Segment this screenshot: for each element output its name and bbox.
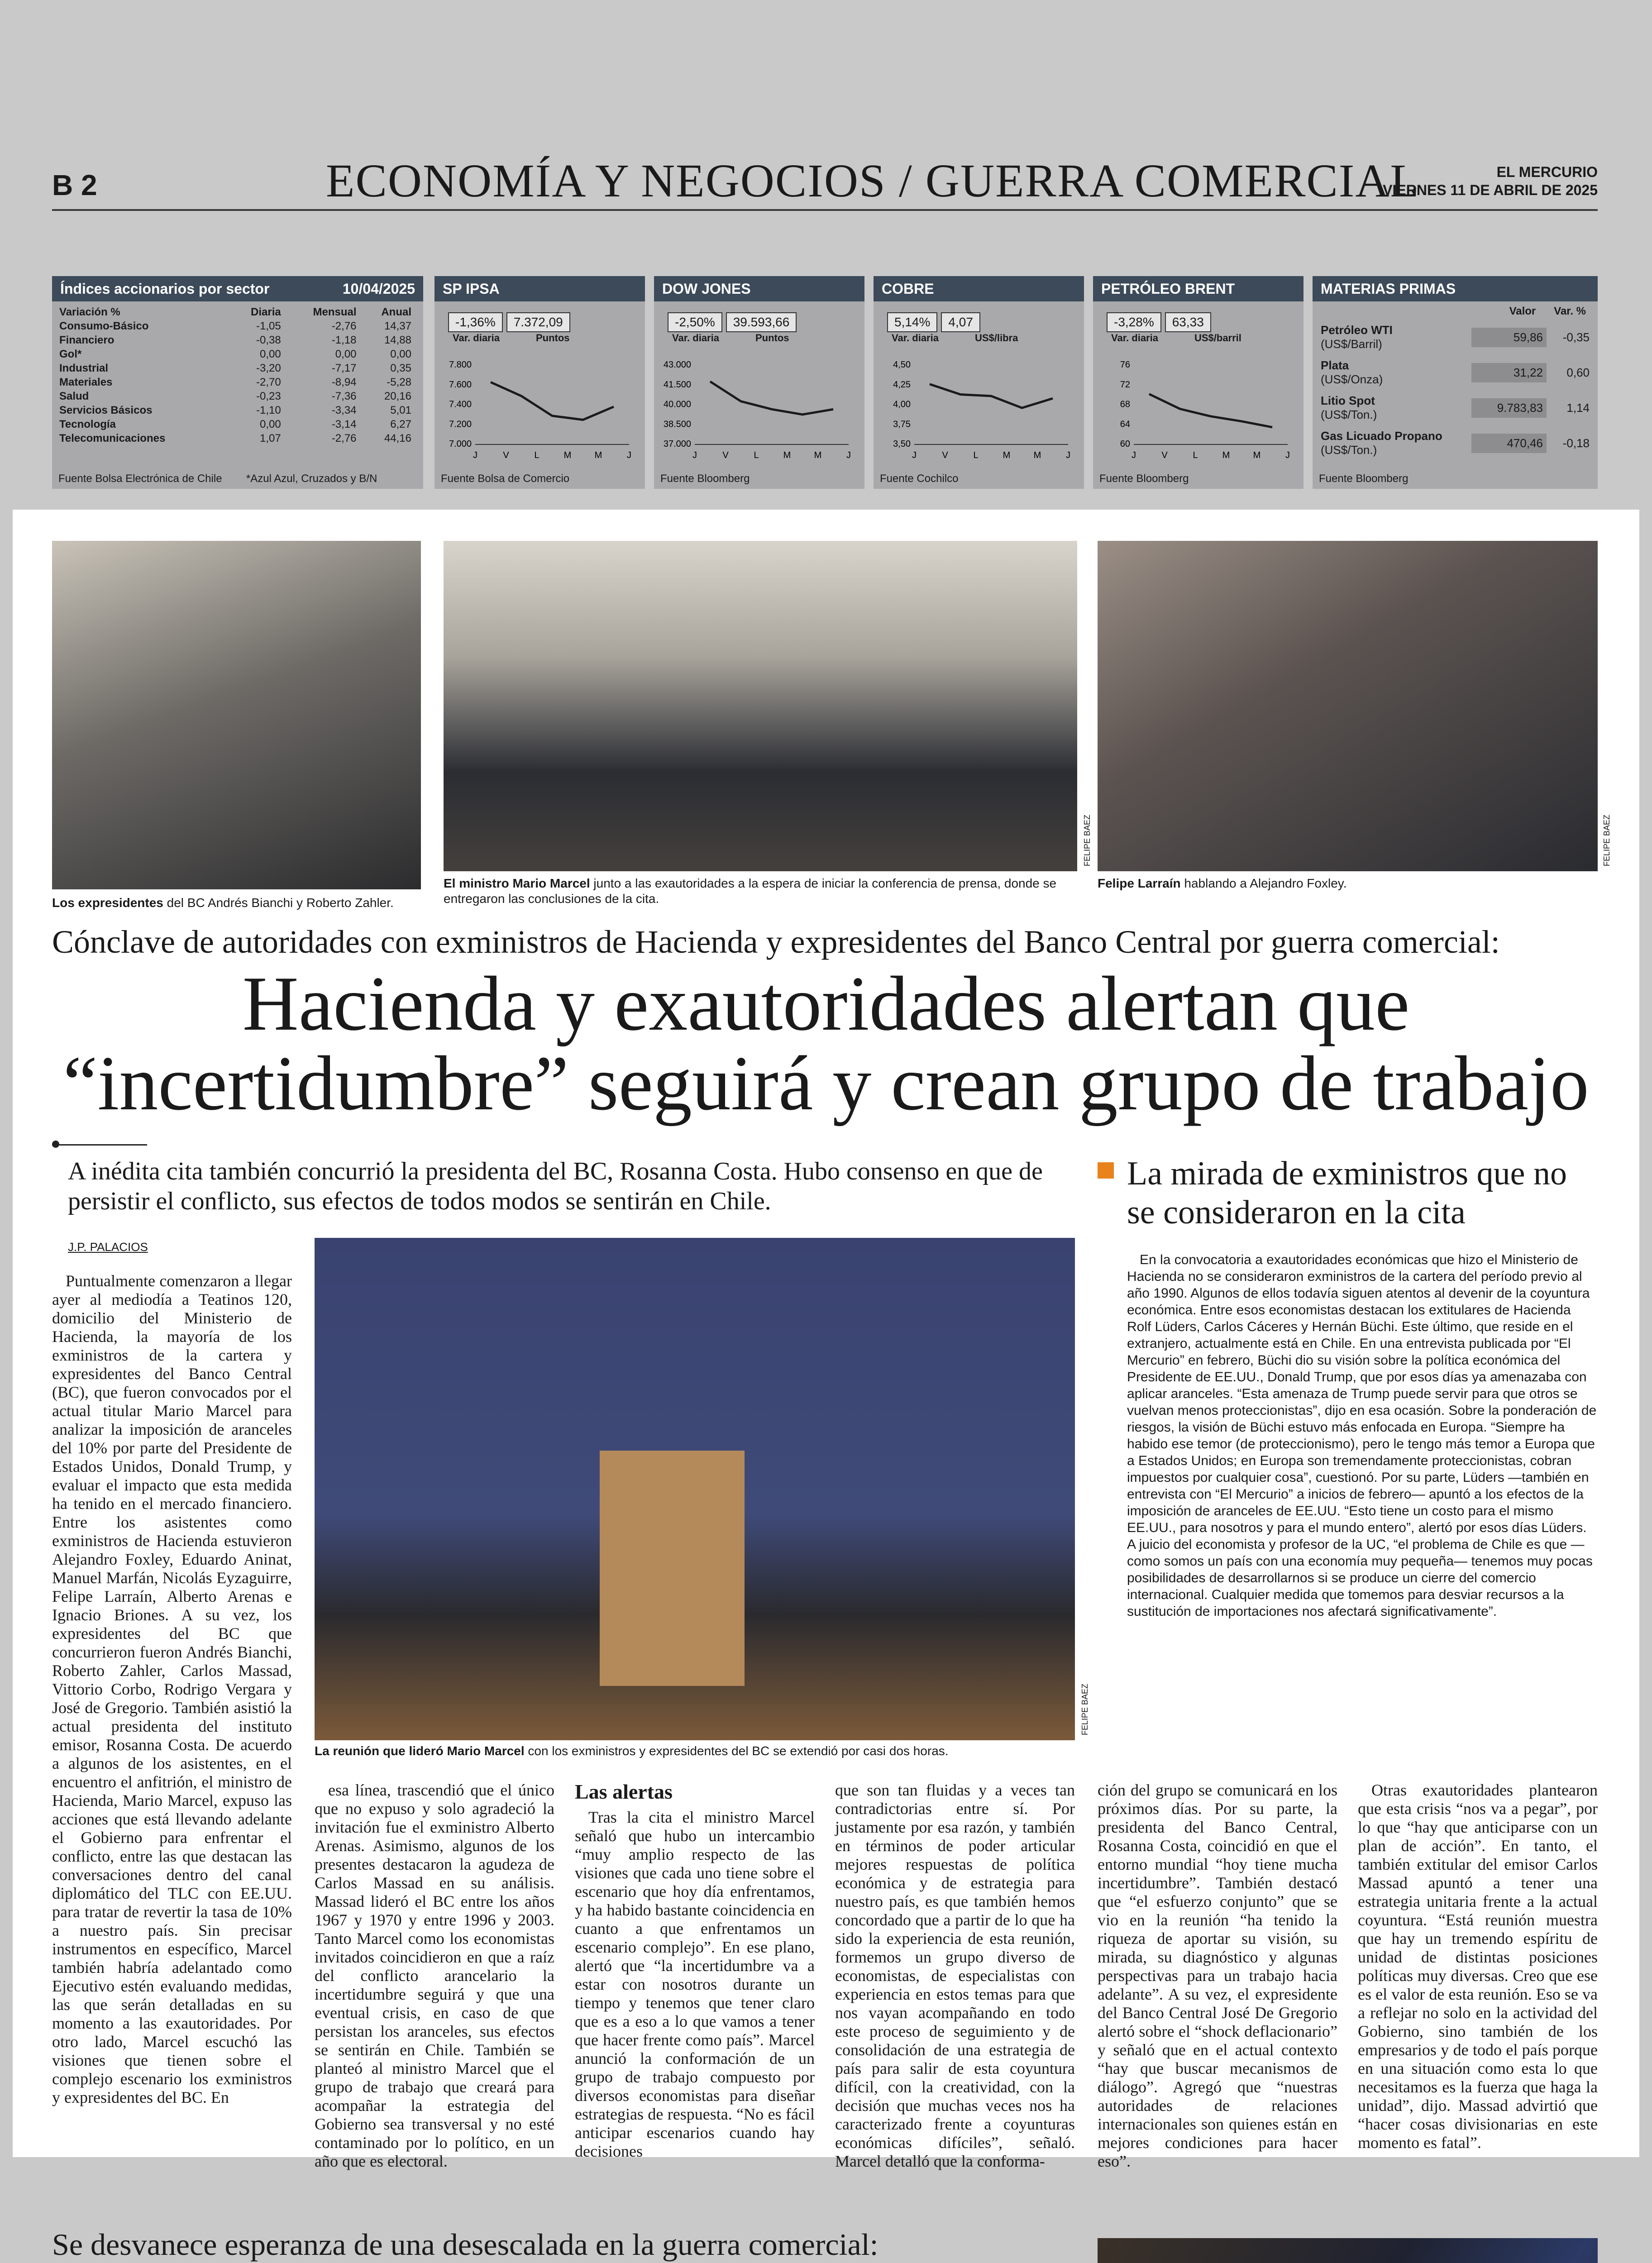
y-tick-label: 7.600 [449, 379, 472, 390]
commodity-row [1321, 355, 1590, 390]
y-tick-label: 68 [1120, 399, 1130, 410]
cell: 14,37 [384, 320, 411, 332]
table-row [57, 361, 414, 375]
column-text [575, 1808, 815, 2160]
copper-chart [883, 360, 1077, 462]
series-line [930, 384, 1053, 408]
price-value: 4,07 [941, 312, 980, 332]
x-tick-label: J [912, 450, 917, 460]
commodity-name: Litio Spot [1321, 394, 1375, 407]
table-row [57, 375, 414, 389]
cell: -3,34 [331, 404, 357, 416]
paragraph: ción del grupo se comunicará en los próximos días. Por su parte, la presidenta del Banco Central, Rosanna Costa, coincidió en que el entorno mundial “hoy tiene mucha incertidumbre”. También destacó que “el esfuerzo conjunto” que se vio en la reunión “ha tenido la riqueza de aportar su visión, su mirada, su diagnóstico y algunas perspectivas para un trabajo hacia adelante”. A su vez, el expresidente del Banco Central José De Gregorio alertó sobre el “shock deflacionario” y señaló que en el actual contexto “hay que buscar mecanismos de diálogo”. Agregó que “nuestras autoridades de relaciones internacionales son quienes están en mejores condiciones para hacer eso”. [1098, 1781, 1337, 2170]
story-column-1 [52, 1272, 292, 2106]
commodities-widget [1313, 276, 1598, 489]
series-line [491, 382, 614, 420]
cell: 0,00 [260, 348, 281, 360]
widget-source: Fuente Bloomberg [1099, 473, 1189, 485]
ipsa-chart [444, 360, 638, 462]
cell: -8,94 [331, 376, 357, 388]
story-column-5 [1098, 1781, 1337, 2170]
headline-line: “incertidumbre” seguirá y crean grupo de trabajo [63, 1041, 1589, 1127]
x-tick-label: J [627, 450, 631, 460]
source-text: Fuente Bolsa Electrónica de Chile [58, 473, 222, 485]
sector-name: Industrial [59, 362, 109, 374]
column-header: Var. % [1554, 305, 1586, 317]
x-tick-label: J [1066, 450, 1070, 460]
paragraph: que son tan fluidas y a veces tan contradictorias entre sí. Por justamente por esa razón, y también en términos de poder articular mejores respuestas de política económica y de estrategia para nuestro país, es que también hemos concordado que a partir de lo que ha sido la experiencia de esta reunión, formemos un grupo diverso de economistas, de especialistas con experiencia en estos temas para que nos vayan acompañando en todo este proceso de seguimiento y de consolidación de una estrategia de país para salir de esta coyuntura difícil, con la creatividad, con la decisión que muchas veces nos ha caracterizado frente a coyunturas económicas difíciles”, señaló. Marcel detalló que la conforma- [835, 1781, 1075, 2170]
commodity-unit: (US$/Barril) [1321, 337, 1382, 351]
x-tick-label: L [1193, 450, 1198, 460]
cell: 6,27 [390, 418, 411, 430]
cell: -2,76 [331, 432, 357, 444]
y-tick-label: 40.000 [663, 399, 691, 410]
y-tick-label: 3,75 [893, 419, 911, 430]
photo-meeting [315, 1238, 1075, 1740]
photo-caption [444, 876, 1077, 907]
subhead-alertas: Las alertas [575, 1780, 673, 1803]
column-header: Variación % [59, 306, 120, 318]
widget-source [58, 473, 377, 485]
cell: 5,01 [390, 404, 411, 416]
commodity-name: Plata [1321, 358, 1349, 372]
cell: -1,05 [256, 320, 281, 332]
column-header: Mensual [313, 306, 357, 318]
table-row [57, 431, 414, 445]
cell: 44,16 [384, 432, 411, 444]
commodity-change: -0,18 [1562, 436, 1590, 450]
caption-text: del BC Andrés Bianchi y Roberto Zahler. [163, 896, 394, 910]
story-kicker: Cónclave de autoridades con exministros de Hacienda y expresidentes del Banco Central por guerra comercial: [52, 924, 1500, 960]
story-column-4 [835, 1781, 1075, 2170]
column-header: Anual [381, 306, 411, 318]
commodity-unit: (US$/Ton.) [1321, 408, 1377, 421]
y-tick-label: 7.800 [449, 360, 472, 370]
story-column-6 [1358, 1781, 1598, 2152]
photo-caption [315, 1743, 1075, 1759]
cell: 0,00 [260, 418, 281, 430]
x-tick-label: M [783, 450, 791, 460]
photo-trading-floor [1098, 2238, 1598, 2263]
x-tick-label: J [1285, 450, 1290, 460]
cell: -1,10 [256, 404, 281, 416]
index-value: 39.593,66 [726, 312, 797, 332]
commodity-value: 31,22 [1471, 363, 1547, 382]
story-column-3 [575, 1780, 815, 2160]
widget-source: Fuente Bolsa de Comercio [441, 473, 570, 485]
ipsa-widget [434, 276, 645, 489]
photo-caption [1098, 876, 1598, 891]
cell: -1,18 [331, 334, 357, 346]
bullet-dot [52, 1141, 59, 1148]
sidebar-title: La mirada de exministros que no se consideraron en la cita [1127, 1155, 1567, 1231]
cell: 20,16 [384, 390, 411, 402]
sector-name: Gol* [59, 348, 82, 360]
photo-minister-group [444, 541, 1077, 871]
story-column-2 [315, 1781, 554, 2170]
widget-title: DOW JONES [654, 276, 864, 301]
cell: 0,35 [390, 362, 411, 374]
copper-widget [874, 276, 1084, 489]
label: Var. diaria [672, 332, 719, 344]
paragraph: En la convocatoria a exautoridades económicas que hizo el Ministerio de Hacienda no se consideraron exministros de la cartera del período previo al año 1990. Algunos de ellos todavía siguen atentos al devenir de la coyuntura económica. Entre esos economistas destacan los extitulares de Hacienda Rolf Lüders, Carlos Cáceres y Hernán Büchi. Este último, que reside en el extranjero, actualmente está en Chile. En una entrevista publicada por “El Mercurio” en febrero, Büchi dio su visión sobre la política económica del Presidente de EE.UU., Donald Trump, que por esos días ya amenazaba con aplicar aranceles. “Esta amenaza de Trump puede servir para que otros se vuelvan menos proteccionistas”, dijo en esa ocasión. Sobre la ponderación de riesgos, la visión de Büchi estuvo más enfocada en Europa. “Siempre ha habido ese temor (de proteccionismo), pero le tengo más temor a Europa que a Estados Unidos; en Europa son tremendamente proteccionistas, cobran impuestos por cualquier cosa”, cuestionó. Por su parte, Lüders —también en entrevista con “El Mercurio” a inicios de febrero— apuntó a los efectos de la imposición de aranceles de EE.UU. “Esto tiene un costo para el mismo EE.UU., para nosotros y para el mundo entero”, alertó por esos días Lüders. A juicio del economista y profesor de la UC, “el problema de Chile es que —como somos un país con una economía muy pequeña— tenemos muy pocas posibilidades de desarrollarnos si se produce un cierre del comercio internacional. Cualquier medida que tomemos para desviar recursos a la sustitución de importaciones nos afectará significativamente”. [1127, 1252, 1597, 1619]
brent-widget [1093, 276, 1303, 489]
widget-title: Índices accionarios por sector [60, 281, 270, 297]
y-tick-label: 4,25 [893, 379, 911, 390]
x-tick-label: L [534, 450, 540, 460]
x-tick-label: M [563, 450, 572, 460]
x-tick-label: L [754, 450, 759, 460]
page-number: B 2 [52, 169, 97, 201]
sector-name: Tecnología [59, 418, 116, 430]
photo-expresidents [52, 541, 421, 889]
caption-bold: La reunión que lideró Mario Marcel [315, 1744, 525, 1758]
commodity-list [1313, 320, 1598, 461]
y-tick-label: 7.200 [449, 419, 472, 430]
y-tick-label: 60 [1120, 439, 1130, 449]
series-line [710, 382, 833, 415]
widget-title: PETRÓLEO BRENT [1093, 276, 1303, 301]
header-rule [52, 209, 1598, 211]
caption-bold: Los expresidentes [52, 896, 163, 910]
paragraph: Puntualmente comenzaron a llegar ayer al mediodía a Teatinos 120, domicilio del Ministerio de Hacienda, la mayoría de los exministros de la cartera y expresidentes del Banco Central (BC), que fueron convocados por el actual titular Mario Marcel para analizar la imposición de aranceles del 10% por parte del Presidente de Estados Unidos, Donald Trump, y evaluar el impacto que esta medida ha tenido en el mercado financiero. Entre los asistentes como exministros de Hacienda estuvieron Alejandro Foxley, Eduardo Aninat, Manuel Marfán, Nicolás Eyzaguirre, Felipe Larraín, Alberto Arenas e Ignacio Briones. A su vez, los expresidentes del BC que concurrieron fueron Andrés Bianchi, Roberto Zahler, Carlos Massad, Vittorio Corbo, Rodrigo Vergara y José de Gregorio. También asistió la actual presidenta del instituto emisor, Rosanna Costa. De acuerdo a algunos de los asistentes, en el encuentro el anfitrión, el ministro de Hacienda, Mario Marcel, expuso las acciones que está llevando adelante el Gobierno para enfrentar el conflicto, entre las que destacan las conversaciones dentro del canal diplomático del TLC con EE.UU. para tratar de revertir la tasa de 10% a nuestro país. Sin precisar instrumentos en específico, Marcel también habría adelantado como Ejecutivo estén evaluando medidas, las que serán detalladas en su momento a las exautoridades. Por otro lado, Marcel escuchó las visiones que tienen sobre el complejo escenario los exministros y expresidentes del BC. En [52, 1272, 292, 2106]
y-tick-label: 38.500 [663, 419, 691, 430]
commodity-row [1321, 390, 1590, 425]
dow-widget [654, 276, 864, 489]
widget-title: SP IPSA [434, 276, 645, 301]
caption-text: hablando a Alejandro Foxley. [1180, 876, 1347, 890]
y-tick-label: 76 [1120, 360, 1130, 370]
x-tick-label: J [473, 450, 477, 460]
widget-source: Fuente Bloomberg [660, 473, 750, 485]
cell: -7,17 [331, 362, 357, 374]
section-title: ECONOMÍA Y NEGOCIOS / GUERRA COMERCIAL [326, 155, 1420, 207]
x-tick-label: M [1253, 450, 1261, 460]
cell: -3,20 [256, 362, 281, 374]
deck-rule [52, 1144, 147, 1146]
x-tick-label: V [503, 450, 509, 460]
paragraph: Otras exautoridades plantearon que esta crisis “nos va a pegar”, por lo que “hay que anticiparse con un plan de acción”. En tanto, el también extitular del emisor Carlos Massad apuntó a tener una estrategia unitaria frente a la actual coyuntura. “Está reunión muestra que hay un tremendo espíritu de unidad de distintas posiciones políticas muy diversas. Creo que ese es el valor de esta reunión. Eso se va a reflejar no solo en la actividad del Gobierno, sino también de los empresarios y de todo el país porque en una situación como esta lo que necesitamos es la fuerza que haga la unidad”, dijo. Massad advirtió que “hacer cosas divisionarias en este momento es fatal”. [1358, 1781, 1598, 2152]
x-tick-label: L [973, 450, 979, 460]
x-tick-label: V [1161, 450, 1168, 460]
cell: -3,14 [331, 418, 357, 430]
commodity-name: Petróleo WTI [1321, 323, 1393, 337]
caption-bold: Felipe Larraín [1098, 876, 1181, 890]
sidebar-marker-icon [1098, 1162, 1114, 1179]
photo-credit: FELIPE BAEZ [1080, 1684, 1089, 1736]
commodity-value: 59,86 [1471, 328, 1547, 347]
sector-name: Materiales [59, 376, 113, 388]
widget-source: Fuente Bloomberg [1319, 473, 1408, 485]
x-tick-label: V [722, 450, 729, 460]
commodity-row [1321, 425, 1590, 461]
column-header: Valor [1509, 305, 1536, 317]
widget-date: 10/04/2025 [342, 281, 415, 297]
caption-text: con los exministros y expresidentes del BC se extendió por casi dos horas. [524, 1744, 949, 1758]
label: Puntos [535, 332, 570, 344]
daily-change: -3,28% [1107, 312, 1161, 332]
commodity-unit: (US$/Onza) [1321, 372, 1383, 386]
commodity-name: Gas Licuado Propano [1321, 429, 1442, 443]
cell: -2,70 [256, 376, 281, 388]
y-tick-label: 37.000 [663, 439, 691, 449]
sector-index-widget [52, 276, 423, 489]
brent-chart [1102, 360, 1297, 462]
y-tick-label: 3,50 [893, 439, 911, 449]
cell: -2,76 [331, 320, 357, 332]
table-row [57, 347, 414, 361]
y-tick-label: 7.000 [449, 439, 472, 449]
label: US$/libra [974, 332, 1018, 344]
x-tick-label: M [1003, 450, 1011, 460]
cell: 1,07 [260, 432, 281, 444]
issue-date: VIERNES 11 DE ABRIL DE 2025 [1383, 182, 1598, 198]
photo-credit: FELIPE BAEZ [1083, 815, 1092, 867]
daily-change: -2,50% [668, 312, 722, 332]
x-tick-label: M [594, 450, 602, 460]
cell: 14,88 [384, 334, 411, 346]
y-tick-label: 43.000 [663, 360, 691, 370]
series-line [1149, 394, 1272, 427]
index-value: 7.372,09 [506, 312, 570, 332]
sector-name: Servicios Básicos [59, 404, 153, 416]
commodity-change: 1,14 [1566, 401, 1590, 415]
photo-credit: FELIPE BAEZ [1602, 815, 1611, 867]
column-header: Diaria [251, 306, 281, 318]
sector-name: Financiero [59, 334, 115, 346]
widget-title: COBRE [874, 276, 1084, 301]
table-row [57, 389, 414, 403]
commodity-value: 9.783,83 [1471, 398, 1547, 418]
cell: 0,00 [335, 348, 357, 360]
widget-source: Fuente Cochilco [880, 473, 959, 485]
x-tick-label: J [846, 450, 851, 460]
photo-caption [52, 895, 428, 911]
sector-name: Consumo-Básico [59, 320, 149, 332]
story-deck: A inédita cita también concurrió la presidenta del BC, Rosanna Costa. Hubo consenso en que de persistir el conflicto, sus efectos de todos modos se sentirán en Chile. [68, 1157, 1043, 1215]
table-header-row [1313, 301, 1598, 320]
masthead [1383, 163, 1598, 199]
y-tick-label: 64 [1120, 419, 1130, 430]
x-tick-label: M [814, 450, 822, 460]
label: Var. diaria [892, 332, 939, 344]
podium [600, 1451, 745, 1686]
caption-bold: El ministro Mario Marcel [444, 876, 590, 890]
headline-line: Hacienda y exautoridades alertan que [242, 961, 1410, 1047]
paper-name: EL MERCURIO [1496, 164, 1598, 180]
x-tick-label: J [1132, 450, 1136, 460]
footnote: *Azul Azul, Cruzados y B/N [246, 473, 377, 485]
x-tick-label: V [942, 450, 948, 460]
commodity-change: -0,35 [1562, 330, 1590, 344]
table-row [57, 333, 414, 347]
y-tick-label: 4,00 [893, 399, 911, 410]
paragraph: esa línea, trascendió que el único que no expuso y solo agradeció la invitación fue el exministro Alberto Arenas. Asimismo, algunos de los presentes destacaron la agudeza de Carlos Massad en su análisis. Massad lideró el BC entre los años 1967 y 1970 y entre 1996 y 2003. Tanto Marcel como los economistas invitados coincidieron en que a raíz del conflicto arancelario la incertidumbre seguirá y que una eventual crisis, en caso de que persistan los aranceles, sus efectos se sentirán en Chile. También se planteó al ministro Marcel que el grupo de trabajo que creará para acompañar la estrategia del Gobierno sea transversal y no esté contaminado por lo político, en un año que es electoral. [315, 1781, 554, 2170]
cell: -0,23 [256, 390, 281, 402]
byline: J.P. PALACIOS [68, 1240, 148, 1254]
label: Var. diaria [1111, 332, 1158, 344]
dow-chart [663, 360, 858, 462]
table-row [57, 417, 414, 431]
caption-text: junto a las exautoridades a la espera de iniciar la conferencia de prensa, donde se entregaron las conclusiones de la cita. [444, 876, 1057, 906]
daily-change: 5,14% [887, 312, 937, 332]
daily-change: -1,36% [448, 312, 503, 332]
sector-name: Salud [59, 390, 89, 402]
y-tick-label: 4,50 [893, 360, 911, 370]
paragraph: Tras la cita el ministro Marcel señaló que hubo un intercambio “muy amplio respecto de las visiones que cada uno tiene sobre el escenario que hoy día enfrentamos, y ha habido bastante coincidencia en cuanto a que enfrentamos un escenario complejo”. En ese plano, alertó que “la incertidumbre va a estar con nosotros durante un tiempo y tenemos que tener claro que es a eso a lo que vamos a tener que hacer frente como país”. Marcel anunció la conformación de un grupo de trabajo compuesto por diversos economistas para diseñar estrategias de respuesta. “No es fácil anticipar escenarios cuando hay decisiones [575, 1808, 815, 2160]
label: US$/barril [1194, 332, 1241, 344]
story2-kicker: Se desvanece esperanza de una desescalada en la guerra comercial: [52, 2227, 879, 2262]
y-tick-label: 41.500 [663, 379, 691, 390]
commodity-unit: (US$/Ton.) [1321, 443, 1377, 457]
y-tick-label: 72 [1120, 379, 1130, 390]
label: Var. diaria [453, 332, 500, 344]
label: Puntos [755, 332, 789, 344]
commodity-row [1321, 320, 1590, 355]
sector-name: Telecomunicaciones [59, 432, 166, 444]
y-tick-label: 7.400 [449, 399, 472, 410]
widget-title: MATERIAS PRIMAS [1313, 276, 1598, 301]
table-row [57, 319, 414, 333]
sidebar-text [1127, 1251, 1598, 1749]
cell: -0,38 [256, 334, 281, 346]
commodity-value: 470,46 [1471, 434, 1547, 453]
sector-table [57, 305, 414, 445]
widget-header [52, 276, 423, 301]
photo-larrain-foxley [1098, 541, 1598, 871]
x-tick-label: J [692, 450, 697, 460]
table-header-row [57, 305, 414, 319]
x-tick-label: M [1033, 450, 1041, 460]
cell: -7,36 [331, 390, 357, 402]
commodity-change: 0,60 [1566, 365, 1590, 379]
price-value: 63,33 [1165, 312, 1211, 332]
x-tick-label: M [1222, 450, 1230, 460]
cell: 0,00 [390, 348, 411, 360]
table-row [57, 403, 414, 417]
cell: -5,28 [387, 376, 411, 388]
story-headline [52, 961, 1600, 1127]
